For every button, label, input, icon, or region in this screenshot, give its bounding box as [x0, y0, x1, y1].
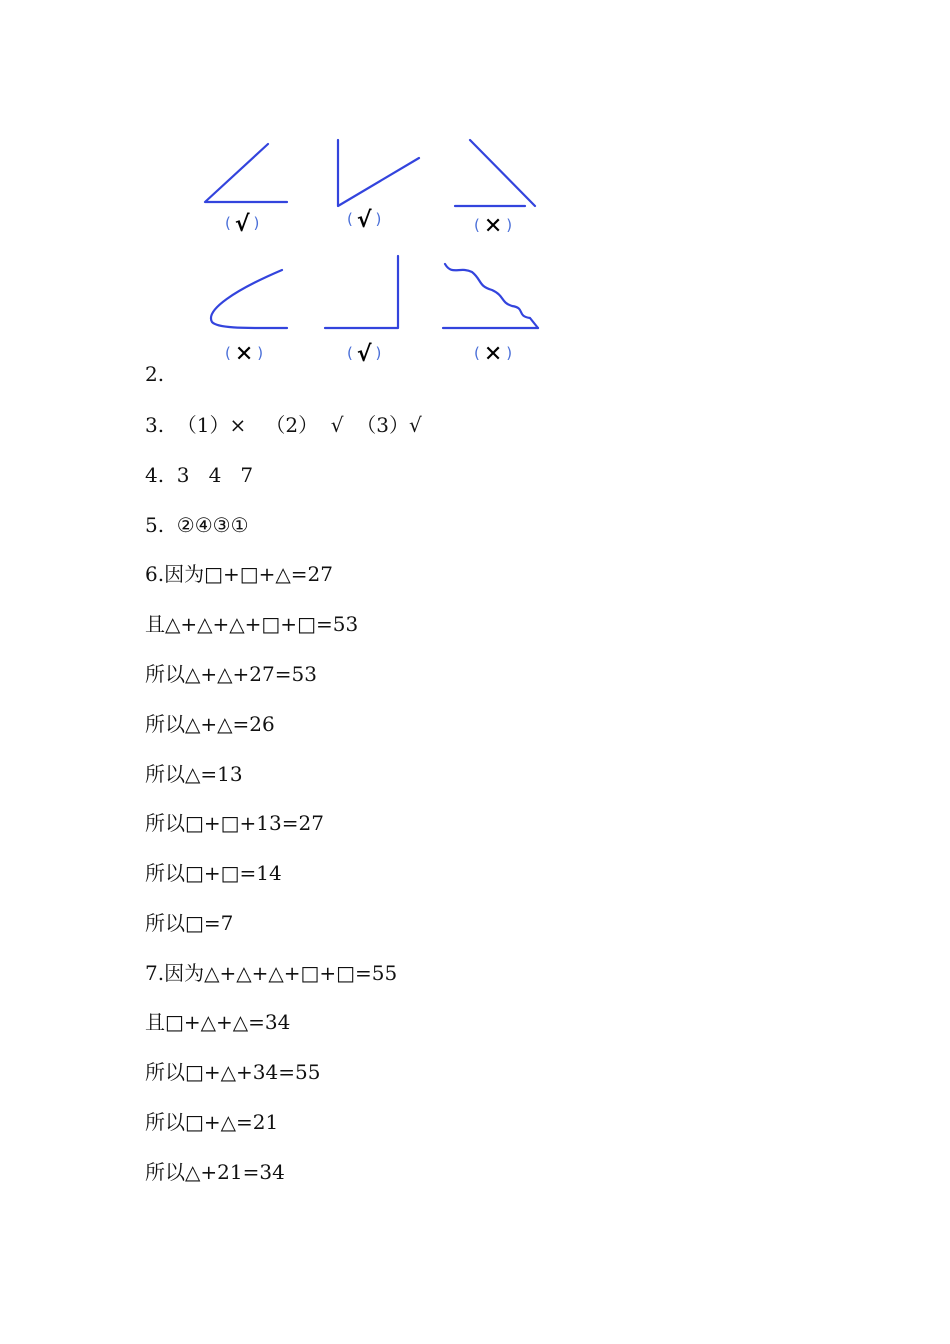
answer-line-5: 5. ②④③①	[145, 513, 249, 537]
shape-6-wavy	[445, 264, 538, 328]
angle-1-shape	[205, 144, 287, 202]
answer-line-6e: 所以□+□+13=27	[145, 811, 324, 835]
angle-drawings	[190, 130, 560, 375]
check-mark-icon: √	[356, 208, 372, 233]
angle-2-shape	[338, 140, 419, 206]
shape-4-curve	[211, 270, 287, 328]
answer-line-7c: 所以□+△=21	[145, 1110, 279, 1134]
mark-4: ( ✕ )	[225, 342, 264, 367]
angle-5-shape	[325, 256, 398, 328]
check-mark-icon: √	[356, 342, 372, 367]
angle-figure	[190, 130, 560, 375]
answer-line-7: 7.因为△+△+△+□+□=55	[145, 961, 398, 985]
mark-6: ( ✕ )	[474, 342, 513, 367]
answer-line-6a: 且△+△+△+□+□=53	[145, 612, 359, 636]
cross-mark-icon: ✕	[483, 214, 503, 239]
answer-line-6c: 所以△+△=26	[145, 712, 275, 736]
answer-line-7a: 且□+△+△=34	[145, 1010, 291, 1034]
mark-5: ( √ )	[347, 342, 382, 367]
answer-line-6: 6.因为□+□+△=27	[145, 562, 333, 586]
answer-line-4: 4. 3 4 7	[145, 463, 254, 487]
mark-3: ( ✕ )	[474, 214, 513, 239]
cross-mark-icon: ✕	[234, 342, 254, 367]
check-mark-icon: √	[234, 212, 250, 237]
answer-line-6b: 所以△+△+27=53	[145, 662, 317, 686]
answer-line-6f: 所以□+□=14	[145, 861, 282, 885]
answer-line-6g: 所以□=7	[145, 911, 234, 935]
answer-line-7b: 所以□+△+34=55	[145, 1060, 321, 1084]
question-2-number: 2.	[145, 362, 165, 386]
answer-line-6d: 所以△=13	[145, 762, 243, 786]
answer-line-3: 3. （1）× （2） √ （3）√	[145, 413, 422, 437]
cross-mark-icon: ✕	[483, 342, 503, 367]
answer-line-7d: 所以△+21=34	[145, 1160, 285, 1184]
mark-1: ( √ )	[225, 212, 260, 237]
shape-3-diagonal	[470, 140, 535, 206]
mark-2: ( √ )	[347, 208, 382, 233]
